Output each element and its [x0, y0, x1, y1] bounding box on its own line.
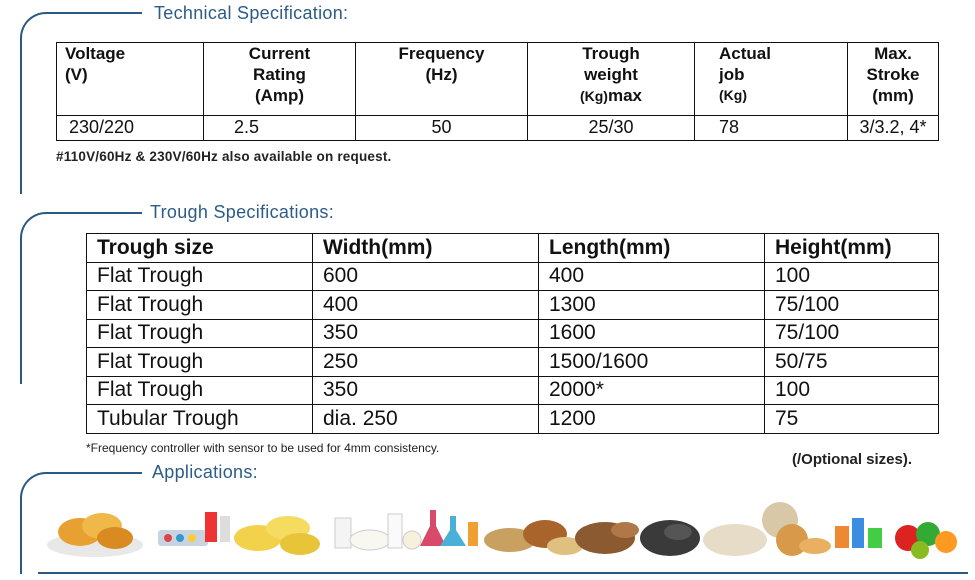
cell: 75	[765, 405, 939, 434]
table-header-row	[87, 234, 939, 263]
applications-title: Applications:	[148, 462, 262, 483]
lab-flasks-image	[420, 510, 478, 546]
cell: Flat Trough	[87, 376, 313, 405]
cell: Flat Trough	[87, 319, 313, 348]
value-current: 2.5	[204, 116, 356, 141]
header-text: Stroke	[866, 65, 920, 84]
cell: 75/100	[765, 291, 939, 320]
table-row	[87, 376, 939, 405]
header-actual-job	[695, 43, 848, 116]
table-row	[87, 405, 939, 434]
value-voltage: 230/220	[57, 116, 204, 141]
trough-specifications-title: Trough Specifications:	[146, 202, 338, 223]
header-text: job	[719, 65, 745, 84]
header-max-stroke	[848, 43, 939, 116]
header-text: (Amp)	[254, 86, 305, 105]
header-text: (Kg)	[579, 88, 608, 104]
lentils-image	[776, 524, 831, 556]
header-height: Height(mm)	[765, 234, 939, 263]
capsules-image	[234, 516, 320, 555]
header-text: (V)	[65, 65, 88, 84]
dairy-image	[335, 514, 421, 550]
nuts-image	[575, 522, 639, 554]
header-frequency	[356, 43, 528, 116]
header-text: Current	[248, 44, 311, 63]
frequency-note: *Frequency controller with sensor to be used for 4mm consistency.	[86, 441, 440, 455]
header-text: Trough	[582, 44, 640, 63]
cell: 100	[765, 376, 939, 405]
value-actual-job: 78	[695, 116, 848, 141]
cell: 100	[765, 262, 939, 291]
cell: 400	[539, 262, 765, 291]
cell: 400	[313, 291, 539, 320]
header-voltage	[57, 43, 204, 116]
header-text: Actual	[719, 44, 771, 63]
cell: 1300	[539, 291, 765, 320]
value-trough-weight: 25/30	[528, 116, 695, 141]
header-text: (Hz)	[425, 65, 458, 84]
technical-specification-title: Technical Specification:	[150, 3, 352, 24]
cell: 350	[313, 376, 539, 405]
cell: Flat Trough	[87, 262, 313, 291]
chips-image	[47, 513, 143, 557]
cell: 50/75	[765, 348, 939, 377]
table-row	[87, 348, 939, 377]
table-row	[87, 319, 939, 348]
optional-sizes-note: (/Optional sizes).	[792, 451, 913, 468]
trough-spec-table	[86, 233, 939, 434]
header-text: Max.	[874, 44, 912, 63]
cell: 2000*	[539, 376, 765, 405]
bottom-rule	[38, 572, 968, 574]
header-text: (mm)	[872, 86, 914, 105]
header-trough-size: Trough size	[87, 234, 313, 263]
cell: 1600	[539, 319, 765, 348]
cell: Tubular Trough	[87, 405, 313, 434]
header-trough-weight	[528, 43, 695, 116]
cell: 1500/1600	[539, 348, 765, 377]
technical-spec-table	[56, 42, 939, 141]
seeds-image	[640, 520, 700, 556]
header-length: Length(mm)	[539, 234, 765, 263]
cell: Flat Trough	[87, 291, 313, 320]
table-row	[87, 291, 939, 320]
applications-image-strip	[40, 490, 965, 570]
cell: 1200	[539, 405, 765, 434]
header-text: (Kg)	[719, 87, 747, 103]
cell: 250	[313, 348, 539, 377]
cell: 600	[313, 262, 539, 291]
header-width: Width(mm)	[313, 234, 539, 263]
cell: 350	[313, 319, 539, 348]
header-text: max	[607, 86, 643, 105]
header-text: Voltage	[65, 44, 126, 63]
table-row	[57, 116, 939, 141]
header-text: Rating	[253, 65, 306, 84]
table-row	[87, 262, 939, 291]
header-text: weight	[584, 65, 638, 84]
cell: 75/100	[765, 319, 939, 348]
header-text: Frequency	[398, 44, 485, 63]
table-header-row	[57, 43, 939, 116]
grains-image	[484, 520, 583, 555]
cell: Flat Trough	[87, 348, 313, 377]
value-frequency: 50	[356, 116, 528, 141]
vegetables-image	[895, 522, 957, 559]
cell: dia. 250	[313, 405, 539, 434]
plastics-image	[835, 518, 882, 548]
header-current	[204, 43, 356, 116]
value-max-stroke: 3/3.2, 4*	[848, 116, 939, 141]
voltage-note: #110V/60Hz & 230V/60Hz also available on request.	[56, 149, 392, 164]
pills-image	[158, 512, 230, 546]
